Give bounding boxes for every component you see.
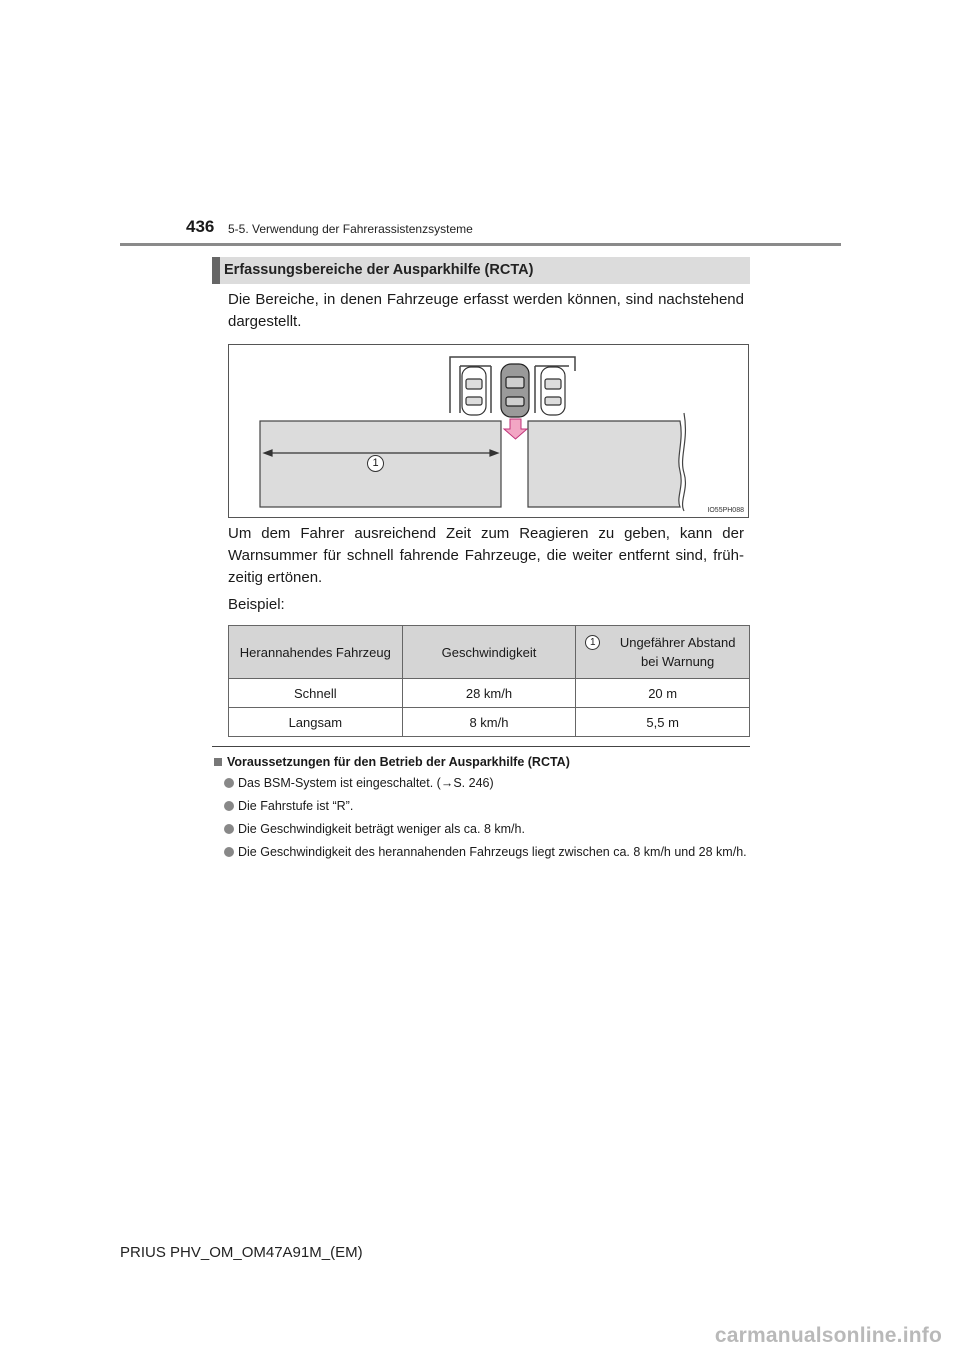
figure-code: IO55PH088 — [707, 507, 744, 514]
table-header-row — [229, 626, 750, 679]
cell-vehicle: Langsam — [229, 708, 403, 737]
parked-car-right — [541, 367, 565, 415]
section-divider — [212, 746, 750, 747]
list-item: Das BSM-System ist eingeschaltet. (→S. 246) — [224, 775, 750, 792]
section-accent — [212, 257, 220, 284]
example-table — [228, 625, 750, 737]
header-speed: Geschwindigkeit — [402, 626, 576, 679]
body-paragraph: Um dem Fahrer ausreichend Zeit zum Reagieren zu geben, kann der Warnsummer für schnell fahrende Fahrzeuge, die weiter entfernt sind, früh-zeitig ertönen. — [228, 525, 744, 586]
reversing-car — [501, 364, 529, 417]
list-item: Die Fahrstufe ist “R”. — [224, 798, 750, 815]
conditions-heading-text: Voraussetzungen für den Betrieb der Ausparkhilfe (RCTA) — [227, 755, 570, 769]
header-distance — [576, 626, 750, 679]
section-title: Erfassungsbereiche der Ausparkhilfe (RCTA) — [224, 262, 534, 278]
table-row — [229, 679, 750, 708]
running-header: 5-5. Verwendung der Fahrerassistenzsysteme — [228, 222, 473, 236]
distance-badge: 1 — [585, 635, 600, 650]
cell-distance: 20 m — [576, 679, 750, 708]
cell-speed: 28 km/h — [402, 679, 576, 708]
table-row — [229, 708, 750, 737]
callout-1: 1 — [367, 455, 384, 472]
bullet-dot-icon — [224, 778, 234, 788]
parked-car-left — [462, 367, 486, 415]
header-rule — [120, 243, 841, 246]
parking-diagram — [229, 345, 748, 517]
intro-paragraph: Die Bereiche, in denen Fahrzeuge erfasst werden können, sind nachstehend dargestellt. — [228, 291, 744, 330]
cell-distance: 5,5 m — [576, 708, 750, 737]
header-distance-label: Ungefährer Abstand bei Warnung — [619, 635, 736, 669]
detection-area-figure — [228, 344, 749, 518]
bullet-dot-icon — [224, 824, 234, 834]
header-vehicle: Herannahendes Fahrzeug — [229, 626, 403, 679]
section-heading-bar — [212, 257, 750, 284]
watermark: carmanualsonline.info — [714, 1324, 942, 1347]
page-number: 436 — [186, 217, 215, 236]
reverse-direction-arrow — [504, 419, 527, 439]
footer-doc-code: PRIUS PHV_OM_OM47A91M_(EM) — [120, 1244, 363, 1261]
square-bullet-icon — [214, 758, 222, 766]
bullet-dot-icon — [224, 801, 234, 811]
list-item: Die Geschwindigkeit des herannahenden Fahrzeugs liegt zwischen ca. 8 km/h und 28 km/h. — [224, 844, 750, 861]
detection-zone-right — [528, 421, 681, 507]
bullet-dot-icon — [224, 847, 234, 857]
cell-vehicle: Schnell — [229, 679, 403, 708]
list-item: Die Geschwindigkeit beträgt weniger als ca. 8 km/h. — [224, 821, 750, 838]
cell-speed: 8 km/h — [402, 708, 576, 737]
example-label: Beispiel: — [228, 596, 285, 613]
conditions-heading — [214, 755, 570, 769]
